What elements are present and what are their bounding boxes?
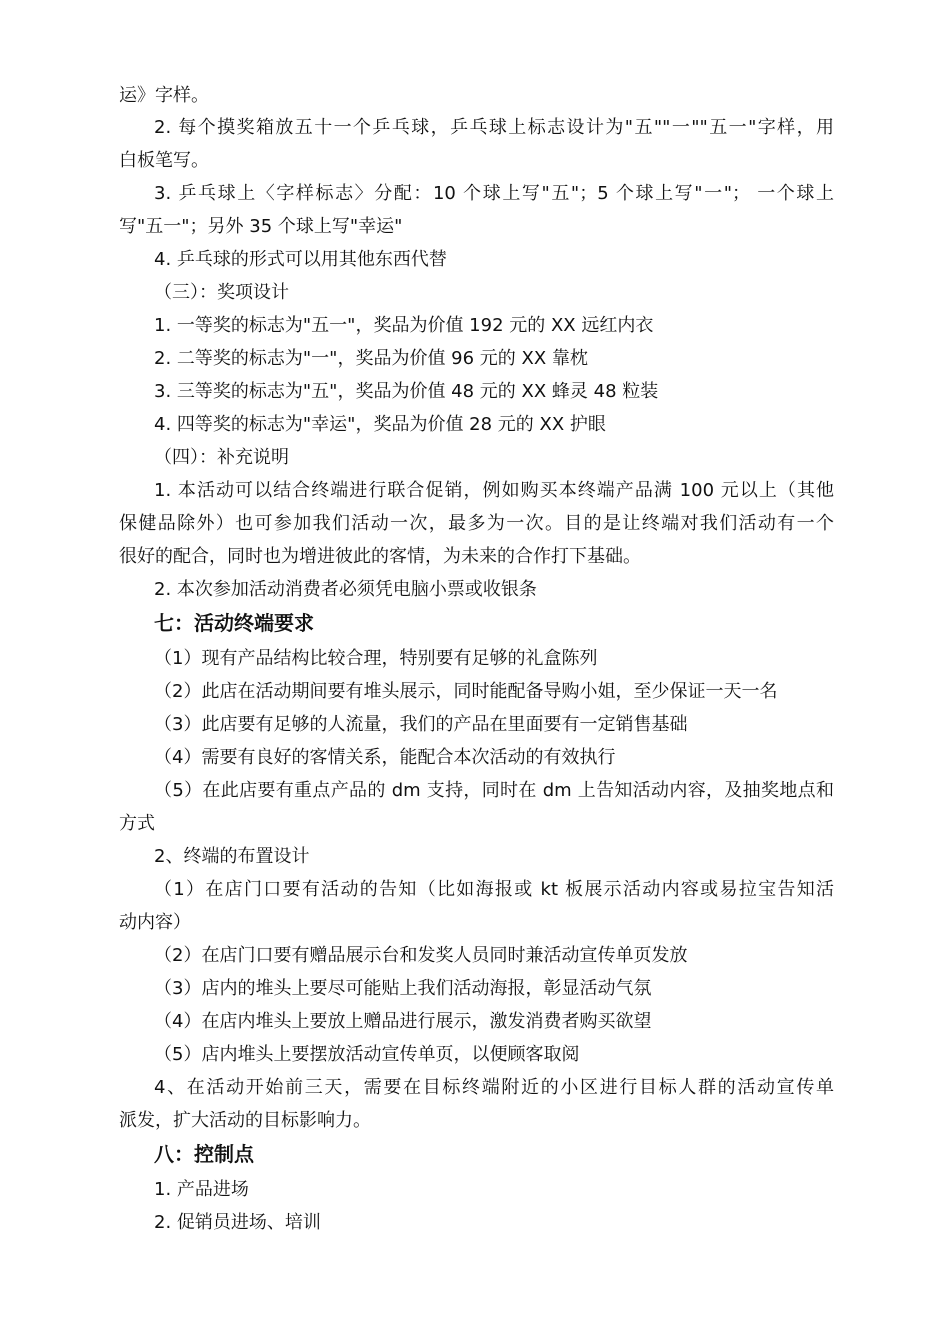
text-line-2: 2. 每个摸奖箱放五十一个乒乓球，乒乓球上标志设计为"五""一""五一"字样，用 — [154, 117, 834, 138]
text-line-21: （4）需要有良好的客情关系，能配合本次活动的有效执行 — [154, 747, 616, 768]
text-line-20: （3）此店要有足够的人流量，我们的产品在里面要有一定销售基础 — [154, 714, 688, 735]
text-line-13: 1. 本活动可以结合终端进行联合促销，例如购买本终端产品满 100 元以上（其他 — [154, 480, 834, 501]
text-line-34: 1. 产品进场 — [154, 1179, 249, 1200]
text-line-3: 白板笔写。 — [119, 150, 209, 171]
text-line-22: （5）在此店要有重点产品的 dm 支持，同时在 dm 上告知活动内容，及抽奖地点和 — [154, 780, 834, 801]
text-line-27: （2）在店门口要有赠品展示台和发奖人员同时兼活动宣传单页发放 — [154, 945, 688, 966]
text-line-16: 2. 本次参加活动消费者必须凭电脑小票或收银条 — [154, 579, 537, 600]
text-line-9: 2. 二等奖的标志为"一"，奖品为价值 96 元的 XX 靠枕 — [154, 348, 588, 369]
text-line-11: 4. 四等奖的标志为"幸运"，奖品为价值 28 元的 XX 护眼 — [154, 414, 606, 435]
section-subheading-layout: 2、终端的布置设计 — [154, 846, 310, 867]
section-subheading-notes: （四）：补充说明 — [154, 447, 289, 468]
text-line-6: 4. 乒乓球的形式可以用其他东西代替 — [154, 249, 447, 270]
text-line-35: 2. 促销员进场、培训 — [154, 1212, 321, 1233]
text-line-23: 方式 — [119, 813, 155, 834]
text-line-30: （5）店内堆头上要摆放活动宣传单页，以便顾客取阅 — [154, 1044, 580, 1065]
text-line-29: （4）在店内堆头上要放上赠品进行展示，激发消费者购买欲望 — [154, 1011, 652, 1032]
text-line-19: （2）此店在活动期间要有堆头展示，同时能配备导购小姐，至少保证一天一名 — [154, 681, 778, 702]
section-heading-seven: 七：活动终端要求 — [154, 611, 314, 635]
section-subheading-awards: （三）：奖项设计 — [154, 282, 289, 303]
text-line-18: （1）现有产品结构比较合理，特别要有足够的礼盒陈列 — [154, 648, 598, 669]
text-line-31: 4、在活动开始前三天，需要在目标终端附近的小区进行目标人群的活动宣传单 — [154, 1077, 834, 1098]
text-line-32: 派发，扩大活动的目标影响力。 — [119, 1110, 371, 1131]
text-line-14: 保健品除外）也可参加我们活动一次，最多为一次。目的是让终端对我们活动有一个 — [119, 513, 834, 534]
text-line-10: 3. 三等奖的标志为"五"，奖品为价值 48 元的 XX 蜂灵 48 粒装 — [154, 381, 659, 402]
text-line-28: （3）店内的堆头上要尽可能贴上我们活动海报，彰显活动气氛 — [154, 978, 652, 999]
text-line-25: （1）在店门口要有活动的告知（比如海报或 kt 板展示活动内容或易拉宝告知活 — [154, 879, 834, 900]
text-line-5: 写"五一"；另外 35 个球上写"幸运" — [119, 216, 403, 237]
text-line-26: 动内容） — [119, 912, 191, 933]
text-line-15: 很好的配合，同时也为增进彼此的客情，为未来的合作打下基础。 — [119, 546, 641, 567]
section-heading-eight: 八：控制点 — [154, 1142, 254, 1166]
text-line-1: 运》字样。 — [119, 85, 209, 106]
text-line-4: 3. 乒乓球上〈字样标志〉分配：10 个球上写"五"；5 个球上写"一"； 一个球上 — [154, 183, 834, 204]
text-line-8: 1. 一等奖的标志为"五一"，奖品为价值 192 元的 XX 远红内衣 — [154, 315, 654, 336]
